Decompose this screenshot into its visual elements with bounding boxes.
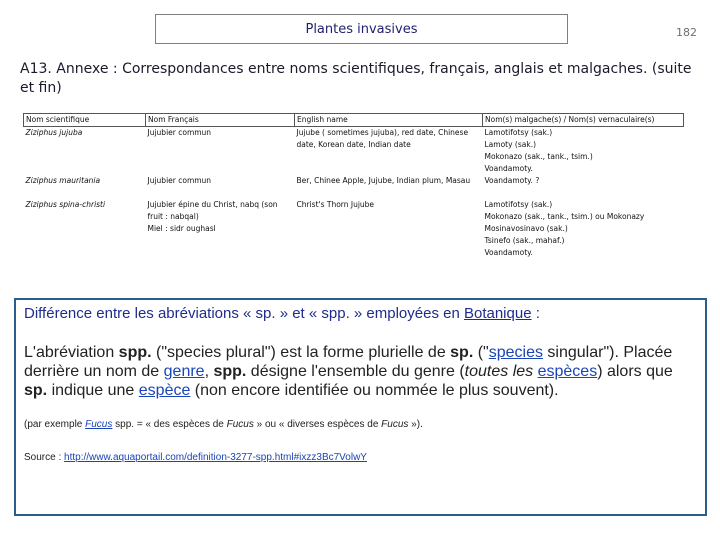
genre-link[interactable]: genre	[163, 363, 205, 380]
malagasy-name: Voandamoty.	[484, 164, 533, 173]
page-number: 182	[676, 26, 697, 39]
french-name: fruit : nabqal)	[147, 212, 199, 221]
note-title-end: :	[531, 305, 540, 322]
malagasy-name: Tsinefo (sak., mahaf.)	[484, 236, 565, 245]
malagasy-name: Lamotifotsy (sak.)	[484, 200, 553, 209]
malagasy-name: Voandamoty.	[484, 248, 533, 257]
botanique-link[interactable]: Botanique	[463, 305, 532, 322]
note-title	[24, 304, 697, 323]
malagasy-name: Lamoty (sak.)	[484, 140, 537, 149]
table-row	[24, 127, 684, 140]
scientific-name: Ziziphus spina-christi	[25, 200, 106, 209]
english-name: date, Korean date, Indian date	[296, 140, 411, 149]
fucus-link[interactable]: Fucus	[85, 419, 113, 430]
source-link[interactable]: http://www.aquaportail.com/definition-3277-spp.html#ixzz3Bc7VolwY	[64, 452, 367, 463]
note-title-text: Différence entre les abréviations « sp. » et « spp. » employées en	[24, 305, 464, 322]
malagasy-name: Mokonazo (sak., tank., tsim.)	[484, 152, 593, 161]
malagasy-name: Lamotifotsy (sak.)	[484, 128, 553, 137]
scientific-name: Ziziphus jujuba	[25, 128, 83, 137]
english-name: Jujube ( sometimes jujuba), red date, Chinese	[296, 128, 469, 137]
correspondence-table	[23, 113, 684, 259]
table-header-row	[24, 114, 684, 127]
note-box	[14, 298, 707, 516]
english-name: Christ's Thorn Jujube	[296, 200, 375, 209]
malagasy-name: Mokonazo (sak., tank., tsim.) ou Mokonazy	[484, 212, 645, 221]
table-row	[24, 199, 684, 211]
header-title: Plantes invasives	[305, 21, 418, 37]
table-row	[24, 247, 684, 259]
table-row	[24, 223, 684, 235]
french-name: Jujubier commun	[147, 176, 212, 185]
note-example: (par exemple Fucus spp. = « des espèces de Fucus » ou « diverses espèces de Fucus »).	[24, 419, 423, 430]
column-header: Nom scientifique	[24, 114, 146, 127]
table-row	[24, 175, 684, 187]
french-name: Miel : sidr oughasl	[147, 224, 216, 233]
column-header: Nom(s) malgache(s) / Nom(s) vernaculaire(s)	[483, 114, 684, 127]
especes-link[interactable]: espèces	[537, 363, 598, 380]
table-row	[24, 163, 684, 175]
espece-link[interactable]: espèce	[138, 382, 191, 399]
malagasy-name: Voandamoty. ?	[484, 176, 540, 185]
table-row	[24, 139, 684, 151]
section-heading: A13. Annexe : Correspondances entre noms scientifiques, français, anglais et malgaches. (suite et fin)	[20, 61, 692, 96]
table-row	[24, 211, 684, 223]
malagasy-name: Mosinavosinavo (sak.)	[484, 224, 568, 233]
french-name: Jujubier commun	[147, 128, 212, 137]
table-row	[24, 235, 684, 247]
column-header: English name	[295, 114, 483, 127]
column-header: Nom Français	[146, 114, 295, 127]
table-row	[24, 151, 684, 163]
species-link[interactable]: species	[488, 344, 543, 361]
header-title-box	[155, 14, 568, 44]
scientific-name: Ziziphus mauritania	[25, 176, 101, 185]
note-paragraph: L'abréviation spp. ("species plural") est la forme plurielle de sp. ("species singular"). Placée derrière un nom de genre, spp. désigne l'ensemble du genre (toutes les espèces) alors que sp. indique une espèce (non encore identifiée ou nommée le plus souvent).	[24, 344, 673, 399]
english-name: Ber, Chinee Apple, Jujube, Indian plum, Masau	[296, 176, 471, 185]
french-name: Jujubier épine du Christ, nabq (son	[147, 200, 278, 209]
note-source: Source : http://www.aquaportail.com/definition-3277-spp.html#ixzz3Bc7VolwY	[24, 452, 367, 463]
